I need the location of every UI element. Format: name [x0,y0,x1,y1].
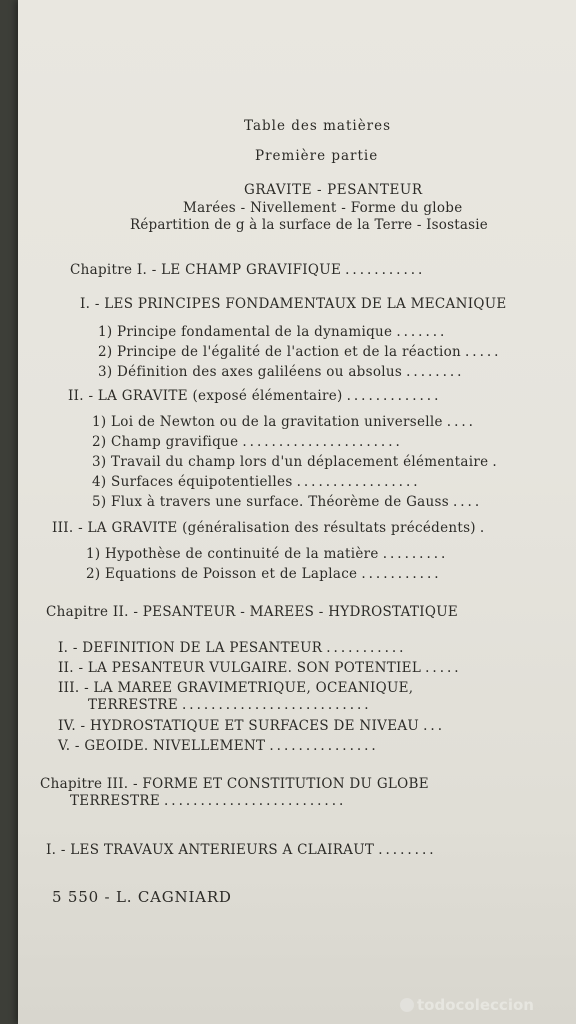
watermark-text: todocoleccion [417,996,534,1014]
toc-entry-text: 2) Principe de l'égalité de l'action et de la réaction [98,344,461,360]
toc-section-1-1 [80,296,507,312]
toc-leader-dots: ........... [326,640,407,656]
toc-item [92,434,403,450]
toc-entry-text: I. - LES TRAVAUX ANTERIEURS A CLAIRAUT [46,842,375,858]
toc-entry-text: 4) Surfaces équipotentielles [92,474,293,490]
subject-line-1: Marées - Nivellement - Forme du globe [183,200,463,216]
toc-leader-dots: ........... [345,262,426,278]
toc-section-1-2 [68,388,441,404]
toc-leader-dots: ................. [296,474,421,490]
toc-item [92,414,476,430]
toc-entry-text: IV. - HYDROSTATIQUE ET SURFACES DE NIVEAU [58,718,420,734]
toc-section-3-1 [46,842,437,858]
toc-entry-text: 3) Définition des axes galiléens ou absolus [98,364,403,380]
toc-entry-text: TERRESTRE [88,697,179,713]
toc-item [98,364,464,380]
toc-entry-text: 1) Principe fondamental de la dynamique [98,324,393,340]
toc-item [98,344,501,360]
toc-entry-text: Chapitre III. - FORME ET CONSTITUTION DU GLOBE [40,776,429,792]
toc-entry-text: 1) Loi de Newton ou de la gravitation universelle [92,414,443,430]
toc-leader-dots: ........... [361,566,442,582]
toc-entry-text: I. - LES PRINCIPES FONDAMENTAUX DE LA MECANIQUE [80,296,507,312]
toc-section-2-3 [58,680,413,696]
subject-heading: GRAVITE - PESANTEUR [244,182,423,198]
toc-chapter-2 [46,604,458,620]
toc-chapter-3-cont [70,793,346,809]
toc-entry-text: II. - LA PESANTEUR VULGAIRE. SON POTENTIEL [58,660,422,676]
toc-leader-dots: . [492,454,500,470]
toc-entry-text: III. - LA GRAVITE (généralisation des résultats précédents) [52,520,476,536]
watermark-logo-icon [400,998,414,1012]
subject-line-2: Répartition de g à la surface de la Terre - Isostasie [130,217,488,233]
toc-item [86,566,442,582]
toc-leader-dots: ..... [465,344,502,360]
toc-item [92,474,421,490]
toc-chapter-1 [70,262,425,278]
toc-leader-dots: ....... [396,324,448,340]
toc-section-2-1 [58,640,406,656]
toc-entry-text: 1) Hypothèse de continuité de la matière [86,546,379,562]
toc-leader-dots: . [479,520,488,536]
toc-leader-dots: ... [423,718,445,734]
toc-entry-text: 3) Travail du champ lors d'un déplacement élémentaire [92,454,489,470]
toc-entry-text: V. - GEOIDE. NIVELLEMENT [58,738,266,754]
toc-entry-text: III. - LA MAREE GRAVIMETRIQUE, OCEANIQUE, [58,680,414,696]
toc-leader-dots: ........ [406,364,465,380]
toc-entry-text: 2) Champ gravifique [92,434,239,450]
toc-entry-text: 5) Flux à travers une surface. Théorème de Gauss [92,494,449,510]
toc-leader-dots: ........ [378,842,437,858]
toc-item [98,324,447,340]
watermark [400,996,534,1014]
toc-item [92,494,482,510]
toc-section-1-3 [52,520,487,536]
toc-entry-text: Chapitre I. - LE CHAMP GRAVIFIQUE [70,262,342,278]
toc-leader-dots: ......................... [164,793,347,809]
toc-entry-text: 2) Equations de Poisson et de Laplace [86,566,358,582]
toc-leader-dots: .......................... [182,697,372,713]
toc-section-2-5 [58,738,379,754]
toc-item [92,454,500,470]
toc-section-2-4 [58,718,445,734]
toc-leader-dots: .... [446,414,476,430]
toc-chapter-3 [40,776,429,792]
toc-leader-dots: .... [452,494,483,510]
footer-catalog: 5 550 - L. CAGNIARD [52,888,232,906]
toc-entry-text: TERRESTRE [70,793,161,809]
toc-leader-dots: ............. [346,388,442,404]
toc-leader-dots: ...................... [242,434,403,450]
toc-entry-text: I. - DEFINITION DE LA PESANTEUR [58,640,323,656]
part-heading: Première partie [255,148,379,164]
toc-section-2-2 [58,660,462,676]
toc-item [86,546,448,562]
toc-entry-text: Chapitre II. - PESANTEUR - MAREES - HYDROSTATIQUE [46,604,459,620]
book-page [18,0,576,1024]
toc-leader-dots: ......... [382,546,449,562]
toc-heading: Table des matières [244,118,392,134]
toc-leader-dots: ............... [269,738,379,754]
toc-section-2-3-cont [88,697,372,713]
toc-entry-text: II. - LA GRAVITE (exposé élémentaire) [68,388,343,404]
toc-leader-dots: ..... [425,660,462,676]
